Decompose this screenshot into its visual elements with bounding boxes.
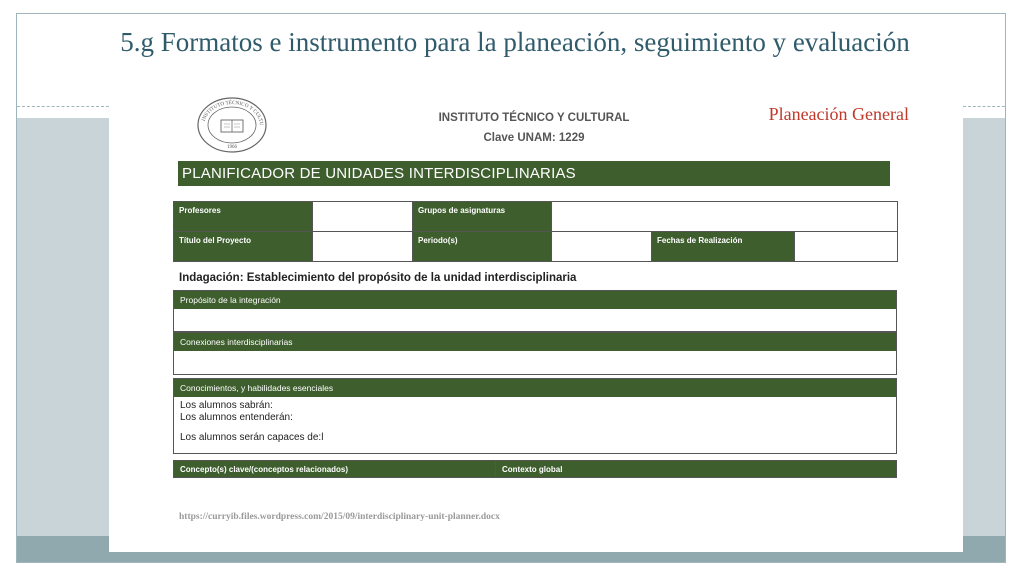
divider-line-left bbox=[17, 106, 109, 107]
planner-title-banner: PLANIFICADOR DE UNIDADES INTERDISCIPLINARIAS bbox=[178, 161, 890, 186]
grupos-label: Grupos de asignaturas bbox=[413, 202, 552, 232]
proposito-header: Propósito de la integración bbox=[174, 291, 896, 309]
titulo-proyecto-label: Título del Proyecto bbox=[174, 232, 313, 262]
institute-header bbox=[409, 108, 659, 148]
left-side-band bbox=[17, 118, 109, 536]
grupos-field bbox=[552, 202, 898, 232]
institute-seal-icon bbox=[196, 96, 268, 154]
clave-unam: Clave UNAM: 1229 bbox=[483, 132, 585, 144]
titulo-proyecto-field bbox=[313, 232, 413, 262]
conocimientos-section bbox=[173, 378, 897, 454]
project-info-table bbox=[173, 201, 898, 262]
periodo-field bbox=[552, 232, 652, 262]
institute-name: INSTITUTO TÉCNICO Y CULTURAL bbox=[438, 112, 630, 124]
conocimientos-header: Conocimientos, y habilidades esenciales bbox=[174, 379, 896, 397]
conexiones-section bbox=[173, 332, 897, 375]
entenderan-line: Los alumnos entenderán: bbox=[180, 412, 293, 423]
concepto-contexto-row bbox=[173, 460, 897, 478]
svg-text:INSTITUTO TÉCNICO Y CULTURAL: INSTITUTO TÉCNICO Y CULTU bbox=[200, 99, 265, 126]
sabran-line: Los alumnos sabrán: bbox=[180, 400, 273, 411]
profesores-field bbox=[313, 202, 413, 232]
periodo-label: Periodo(s) bbox=[413, 232, 552, 262]
divider-line-right bbox=[963, 106, 1005, 107]
slide-title: 5.g Formatos e instrumento para la planeación, seguimiento y evaluación bbox=[120, 27, 910, 57]
concepto-header: Concepto(s) clave/(conceptos relacionados) bbox=[174, 461, 496, 477]
planeacion-general-label: Planeación General bbox=[768, 104, 909, 124]
fechas-label: Fechas de Realización bbox=[652, 232, 795, 262]
proposito-field bbox=[174, 309, 896, 331]
profesores-label: Profesores bbox=[174, 202, 313, 232]
fechas-field bbox=[795, 232, 898, 262]
conexiones-header: Conexiones interdisciplinarias bbox=[174, 333, 896, 351]
indagacion-heading: Indagación: Establecimiento del propósito de la unidad interdisciplinaria bbox=[179, 272, 577, 284]
conocimientos-field bbox=[174, 397, 896, 453]
capaces-line: Los alumnos serán capaces de:l bbox=[180, 432, 324, 443]
document-image bbox=[109, 86, 963, 552]
proposito-section bbox=[173, 290, 897, 332]
conexiones-field bbox=[174, 351, 896, 374]
contexto-header: Contexto global bbox=[496, 461, 896, 477]
source-url: https://curryib.files.wordpress.com/2015/09/interdisciplinary-unit-planner.docx bbox=[179, 512, 500, 522]
svg-text:1966: 1966 bbox=[227, 145, 237, 150]
right-side-band bbox=[963, 118, 1005, 536]
